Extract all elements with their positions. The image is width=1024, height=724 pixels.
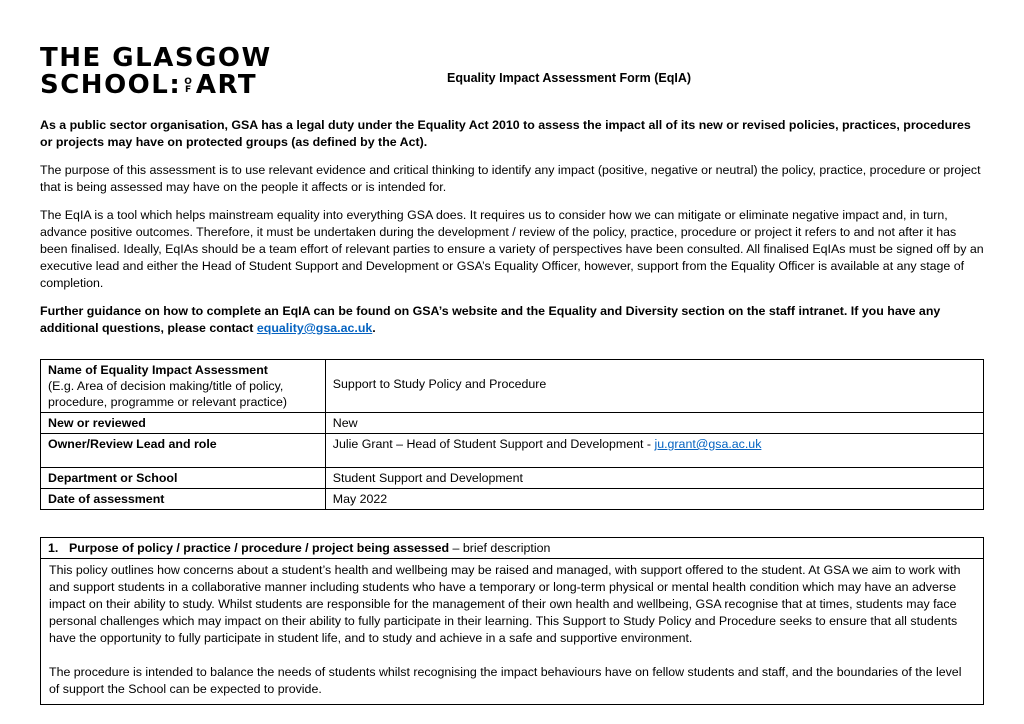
row-label-hint: (E.g. Area of decision making/title of policy, procedure, programme or relevant practice) [48, 379, 287, 409]
section1-heading-rest: – brief description [449, 541, 551, 555]
owner-value-text: Julie Grant – Head of Student Support and Development - [332, 437, 655, 451]
section1-body [41, 559, 984, 705]
row-label: Name of Equality Impact Assessment [48, 363, 268, 377]
section1-table [40, 537, 984, 705]
table-row-name-of-assessment [41, 360, 984, 413]
logo-of-top: O [184, 76, 192, 87]
intro-paragraph-1: As a public sector organisation, GSA has a legal duty under the Equality Act 2010 to assess the impact all of its new or revised policies, practices, procedures or projects may have on protected groups (as defined by the Act). [40, 118, 971, 149]
intro-paragraph-2: The purpose of this assessment is to use relevant evidence and critical thinking to identify any impact (positive, negative or neutral) the policy, practice, procedure or project that is being assessed may have on the people it affects or is intended for. [40, 163, 981, 194]
table-row-owner-review-lead [41, 434, 984, 468]
table-row-department-or-school [41, 468, 984, 489]
document-header [40, 45, 984, 107]
section1-body-paragraph-1: This policy outlines how concerns about a student’s health and wellbeing may be raised and managed, with support offered to the student. At GSA we aim to work with and support students in a collaborative manner including students who have a temporary or long-term physical or mental health condition which may have an adverse impact on their ability to study. Whilst students are responsible for the management of their own health and wellbeing, GSA recognise that at times, students may face personal challenges which may impact on their ability to fully participate in their learning. This Support to Study Policy and Procedure seeks to ensure that all students have the opportunity to fully participate in student life, and to study and achieve in a safe and supportive environment. [49, 563, 961, 645]
page-title: Equality Impact Assessment Form (EqIA) [447, 71, 692, 85]
intro-paragraph-4-period: . [372, 321, 376, 335]
section1-heading [41, 538, 984, 559]
logo-of-stack [184, 78, 192, 94]
owner-email-link[interactable]: ju.grant@gsa.ac.uk [654, 437, 762, 451]
section1-body-paragraph-2: The procedure is intended to balance the needs of students whilst recognising the impact behaviours have on fellow students and staff, and the boundaries of the level of support the School can be expected to provide. [49, 665, 962, 696]
section1-body-gap [49, 647, 975, 664]
row-label: Owner/Review Lead and role [41, 434, 326, 468]
value-cell [325, 360, 983, 413]
document-content [40, 45, 984, 705]
logo-school-text: SCHOOL: [40, 70, 182, 100]
label-cell [41, 360, 326, 413]
row-value: New [325, 413, 983, 434]
equality-email-link[interactable]: equality@gsa.ac.uk [256, 321, 373, 335]
logo-line-1: THE GLASGOW [40, 43, 272, 73]
table-row-new-or-reviewed [41, 413, 984, 434]
logo-art-text: ART [195, 70, 258, 100]
logo-line-2 [40, 72, 272, 99]
assessment-info-table [40, 359, 984, 510]
row-label: New or reviewed [41, 413, 326, 434]
intro-paragraph-4-text: Further guidance on how to complete an EqIA can be found on GSA’s website and the Equality and Diversity section on the staff intranet. If you have any additional questions, please contact [40, 304, 941, 335]
row-value: May 2022 [325, 489, 983, 510]
section1-body-row [41, 559, 984, 705]
section1-heading-row [41, 538, 984, 559]
row-label: Department or School [41, 468, 326, 489]
row-label: Date of assessment [41, 489, 326, 510]
intro-paragraph-3: The EqIA is a tool which helps mainstream equality into everything GSA does. It requires us to consider how we can mitigate or eliminate negative impact and, in turn, advance positive outcomes. Therefore, it must be undertaken during the development / review of the policy, practice, procedure or project it refers to and not after it has been finalised. Ideally, EqIAs should be a team effort of relevant parties to ensure a variety of perspectives have been consulted. All finalised EqIAs must be signed off by an executive lead and either the Head of Student Support and Development or GSA’s Equality Officer, however, support from the Equality Officer is available at any stage of completion. [40, 208, 984, 290]
intro-paragraph-4 [40, 303, 984, 337]
table-row-date-of-assessment [41, 489, 984, 510]
gsa-logo [40, 45, 272, 99]
section1-number: 1. [48, 541, 59, 555]
section1-heading-bold: Purpose of policy / practice / procedure / project being assessed [69, 541, 450, 555]
row-value: Support to Study Policy and Procedure [332, 377, 547, 391]
row-value: Student Support and Development [325, 468, 983, 489]
intro-section [40, 117, 984, 337]
logo-of-bottom: F [185, 84, 192, 95]
row-value [325, 434, 983, 468]
